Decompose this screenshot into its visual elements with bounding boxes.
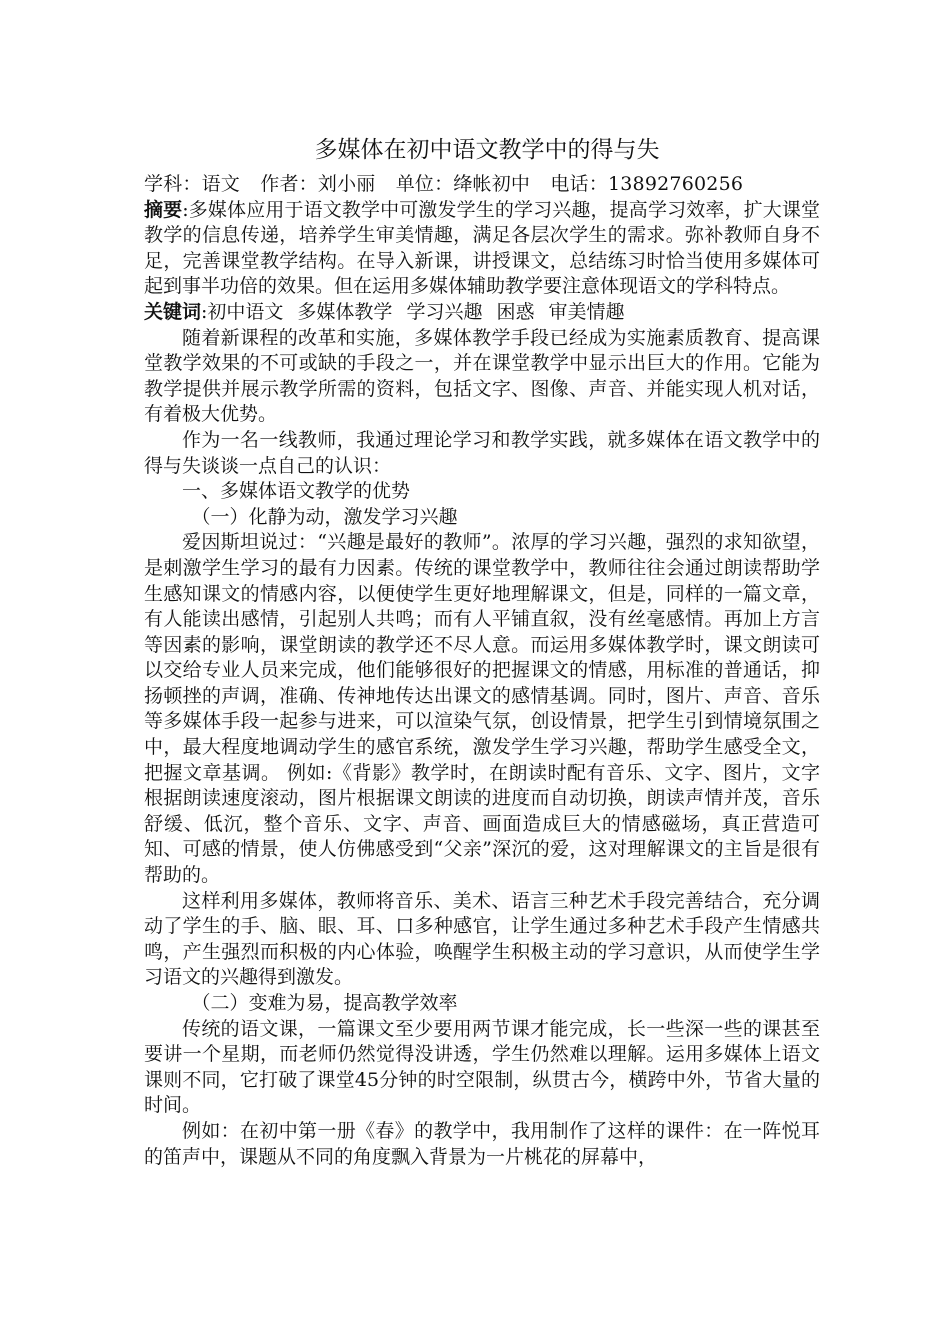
body-paragraph: 爱因斯坦说过：“兴趣是最好的教师”。浓厚的学习兴趣，强烈的求知欲望，是刺激学生学习的最有力因素。传统的课堂教学中，教师往往会通过朗读帮助学生感知课文的情感内容，以便使学生更好地理解课文，但是，同样的一篇文章，有人能读出感情，引起别人共鸣；而有人平铺直叙，没有丝毫感情。再加上方言等因素的影响，课堂朗读的教学还不尽人意。而运用多媒体教学时，课文朗读可以交给专业人员来完成，他们能够很好的把握课文的情感，用标准的普通话，抑扬顿挫的声调，准确、传神地传达出课文的感情基调。同时，图片、声音、音乐等多媒体手段一起参与进来，可以渲染气氛，创设情景，把学生引到情境氛围之中，最大程度地调动学生的感官系统，激发学生学习兴趣，帮助学生感受全文，把握文章基调。 例如:《背影》教学时，在朗读时配有音乐、文字、图片，文字根据朗读速度滚动，图片根据课文朗读的进度而自动切换，朗读声情并茂，音乐舒缓、低沉，整个音乐、文字、声音、画面造成巨大的情感磁场，真正营造可知、可感的情景，使人仿佛感受到“父亲”深沉的爱，这对理解课文的主旨是很有帮助的。 (144, 531, 820, 887)
keyword-item: 困惑 (496, 300, 535, 323)
body-paragraph: 这样利用多媒体，教师将音乐、美术、语言三种艺术手段完善结合，充分调动了学生的手、脑、眼、耳、口多种感官，让学生通过多种艺术手段产生情感共鸣，产生强烈而积极的内心体验，唤醒学生积极主动的学习意识，从而使学生学习语文的兴趣得到激发。 (144, 889, 820, 989)
body-paragraph: 随着新课程的改革和实施，多媒体教学手段已经成为实施素质教育、提高课堂教学效果的不可或缺的手段之一，并在课堂教学中显示出巨大的作用。它能为教学提供并展示教学所需的资料，包括文字、图像、声音、并能实现人机对话，有着极大优势。 (144, 326, 820, 426)
meta-subject: 学科：语文 (144, 173, 241, 195)
document-title: 多媒体在初中语文教学中的得与失 (314, 137, 660, 163)
meta-author: 作者：刘小丽 (260, 173, 376, 195)
abstract-text: :多媒体应用于语文教学中可激发学生的学习兴趣，提高学习效率，扩大课堂教学的信息传递，培养学生审美情趣，满足各层次学生的需求。弥补教师自身不足，完善课堂教学结构。在导入新课，讲授课文，总结练习时恰当使用多媒体可起到事半功倍的效果。但在运用多媒体辅助教学要注意体现语文的学科特点。 (144, 198, 820, 298)
subsection-heading: （一）化静为动，激发学习兴趣 (191, 505, 458, 528)
meta-unit: 单位：绛帐初中 (395, 173, 531, 195)
body-paragraph: 传统的语文课，一篇课文至少要用两节课才能完成，长一些深一些的课甚至要讲一个星期，而老师仍然觉得没讲透，学生仍然难以理解。运用多媒体上语文课则不同，它打破了课堂45分钟的时空限制，纵贯古今，横跨中外，节省大量的时间。 (144, 1017, 820, 1117)
keywords-label: 关键词 (144, 300, 202, 323)
keyword-item: 审美情趣 (548, 300, 625, 323)
document-meta (144, 172, 820, 198)
keyword-item: :初中语文 (201, 300, 284, 323)
subsection-heading: （二）变难为易，提高教学效率 (191, 992, 458, 1014)
keyword-item: 多媒体教学 (297, 300, 393, 323)
body-paragraph: 例如：在初中第一册《春》的教学中，我用制作了这样的课件：在一阵悦耳的笛声中，课题从不同的角度飘入背景为一片桃花的屏幕中， (144, 1119, 820, 1168)
abstract-label: 摘要 (144, 198, 183, 221)
section-heading: 一、多媒体语文教学的优势 (182, 480, 411, 503)
keyword-item: 学习兴趣 (406, 300, 483, 323)
meta-phone: 电话：13892760256 (550, 173, 744, 195)
document-page (144, 128, 820, 1170)
body-paragraph: 作为一名一线教师，我通过理论学习和教学实践，就多媒体在语文教学中的得与失谈谈一点自己的认识： (144, 428, 820, 477)
abstract (144, 198, 820, 300)
keywords (144, 300, 820, 326)
